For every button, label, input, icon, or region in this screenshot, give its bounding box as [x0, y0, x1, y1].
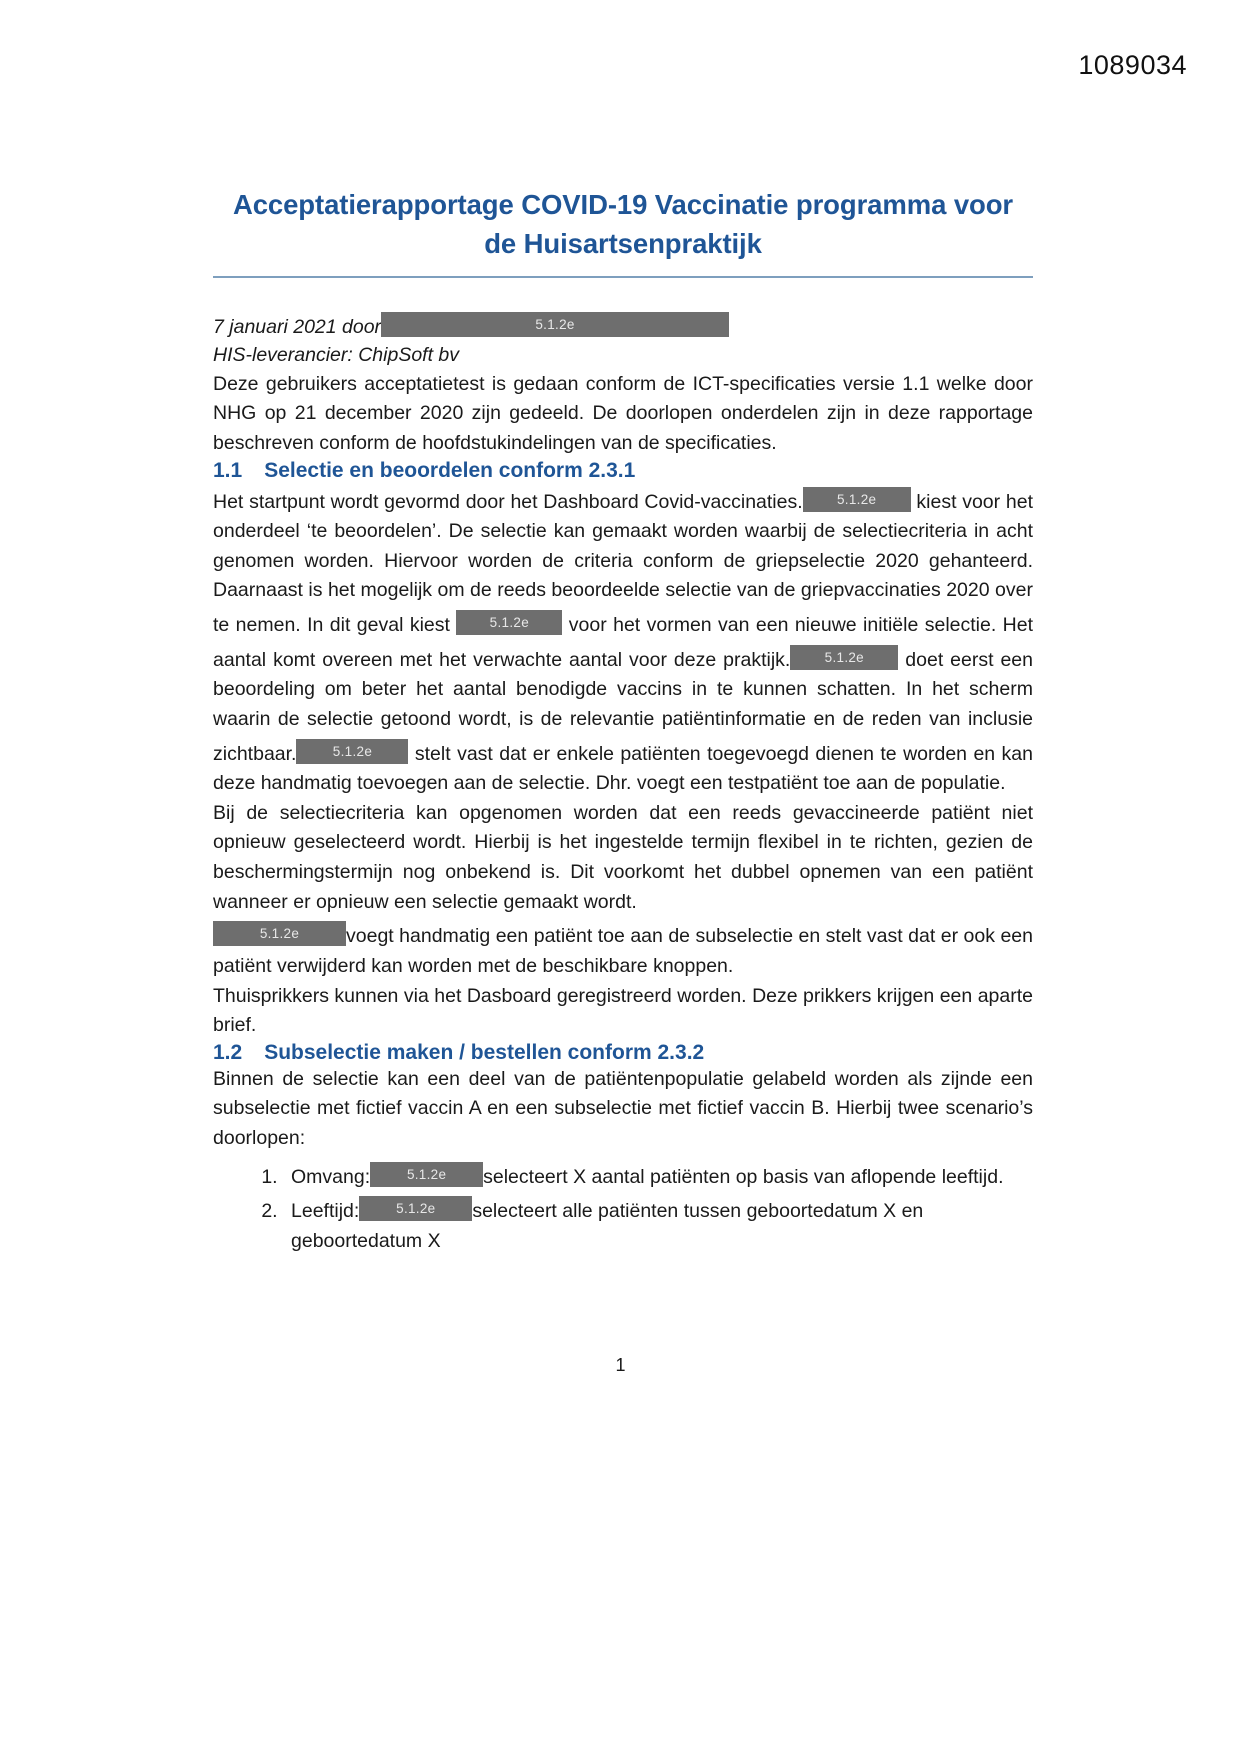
par-1-1-text-f: voegt handmatig een patiënt toe aan de subselectie en stelt vast dat er ook een patiënt verwijderd kan worden met de beschikbare knoppen.: [213, 925, 1033, 977]
section-number-1-2: 1.2: [213, 1040, 243, 1064]
intro-paragraph: Deze gebruikers acceptatietest is gedaan conform de ICT-specificaties versie 1.1 welke door NHG op 21 december 2020 zijn gedeeld. De doorlopen onderdelen zijn in deze rapportage beschreven conform de hoofdstukindelingen van de specificaties.: [213, 372, 1033, 454]
redaction-inline-5: 5.1.2e: [213, 921, 346, 946]
section-1-1-paragraph-2: Bij de selectiecriteria kan opgenomen worden dat een reeds gevaccineerde patiënt niet opnieuw geselecteerd wordt. Hierbij is het ingestelde termijn flexibel in te richten, gezien de beschermingstermijn nog onbekend is. Dit voorkomt het dubbel opnemen van een patiënt wanneer er opnieuw een selectie gemaakt wordt.: [213, 801, 1033, 913]
list-item: [283, 1158, 1033, 1193]
redaction-inline-4: 5.1.2e: [296, 739, 408, 764]
redaction-author: 5.1.2e: [381, 312, 729, 337]
scenario-list: [213, 1158, 1033, 1257]
par-1-1-text-e: stelt vast dat er enkele patiënten toegevoegd dienen te worden en kan deze handmatig toevoegen aan de selectie. Dhr. voegt een testpatiënt toe aan de populatie.: [213, 742, 1033, 795]
page-title: [213, 185, 1033, 263]
par-1-1-text-d: doet eerst een beoordeling om beter het aantal benodigde vaccins in te kunnen schatten. In het scherm waarin de selectie getoond wordt, is de relevantie patiëntinformatie en de reden van inclusie zichtbaar.: [213, 648, 1033, 765]
section-heading-1-1: [213, 459, 1033, 483]
meta-date-line: [213, 308, 1033, 341]
par-1-1-text-c: voor het vormen van een nieuwe initiële selectie. Het aantal komt overeen met het verwachte aantal voor deze praktijk.: [213, 614, 1034, 671]
redaction-inline-7: 5.1.2e: [359, 1196, 472, 1221]
redaction-inline-3: 5.1.2e: [790, 645, 898, 670]
meta-supplier-line: HIS-leverancier: ChipSoft bv: [213, 344, 460, 367]
section-number-1-1: 1.1: [213, 458, 243, 482]
page-number: 1: [615, 1355, 626, 1375]
par-1-1-text-b: kiest voor het onderdeel ‘te beoordelen’. De selectie kan gemaakt worden waarbij de selectiecriteria in acht genomen worden. Hiervoor worden de criteria conform de griepselectie 2020 gehanteerd. Daarnaast is het mogelijk om de reeds beoordeelde selectie van de griepvaccinaties 2020 over te nemen. In dit geval kiest: [213, 490, 1033, 636]
par-1-1-text-a: Het startpunt wordt gevormd door het Dashboard Covid-vaccinaties.: [213, 490, 803, 513]
scenario-2-text: selecteert alle patiënten tussen geboortedatum X en geboortedatum X: [291, 1200, 924, 1252]
redaction-inline-2: 5.1.2e: [456, 610, 562, 635]
section-title-1-2: Subselectie maken / bestellen conform 2.3.2: [264, 1040, 705, 1064]
page-title-line-2: voor de Huisartsenpraktijk: [484, 189, 1014, 260]
document-content: [213, 185, 1033, 1257]
section-1-1-paragraph-3: [213, 917, 1033, 981]
document-meta: [213, 308, 1033, 370]
document-number: 1089034: [1078, 50, 1187, 80]
title-divider: [213, 276, 1033, 278]
section-1-1-paragraph-1: [213, 483, 1033, 799]
meta-date-text: 7 januari 2021 door: [213, 316, 382, 339]
section-1-2-paragraph-1: Binnen de selectie kan een deel van de patiëntenpopulatie gelabeld worden als zijnde een subselectie met fictief vaccin A en een subselectie met fictief vaccin B. Hierbij twee scenario’s doorlopen:: [213, 1067, 1033, 1149]
section-title-1-1: Selectie en beoordelen conform 2.3.1: [264, 458, 636, 482]
section-1-1-paragraph-4: Thuisprikkers kunnen via het Dasboard geregistreerd worden. Deze prikkers krijgen een aparte brief.: [213, 984, 1033, 1037]
redaction-inline-1: 5.1.2e: [803, 487, 911, 512]
scenario-1-text: selecteert X aantal patiënten op basis van aflopende leeftijd.: [483, 1165, 1004, 1188]
redaction-inline-6: 5.1.2e: [370, 1162, 483, 1187]
scenario-1-label: Omvang:: [291, 1165, 371, 1188]
scenario-2-label: Leeftijd:: [291, 1200, 360, 1223]
page-title-line-1: Acceptatierapportage COVID-19 Vaccinatie programma: [232, 189, 947, 220]
list-item: [283, 1192, 1033, 1256]
section-heading-1-2: [213, 1041, 1033, 1065]
